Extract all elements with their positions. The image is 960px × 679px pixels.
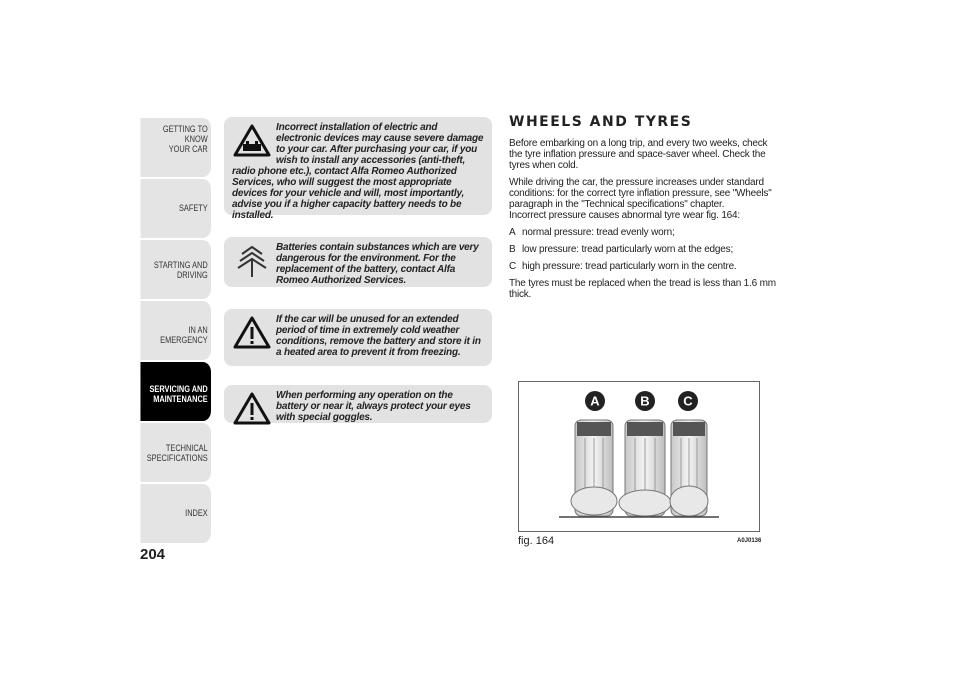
section-title: WHEELS AND TYRES xyxy=(509,114,693,130)
label-c-badge xyxy=(678,391,698,411)
list-text: low pressure: tread particularly worn at the edges; xyxy=(522,244,734,255)
svg-text:A: A xyxy=(590,393,600,409)
page-number: 204 xyxy=(140,546,166,563)
warning-text: If the car will be unused for an extended period of time in extremely cold weather conditions, remove the battery and store it in a heated area to prevent it from freezing. xyxy=(276,314,481,358)
tyre-illustration xyxy=(519,382,759,531)
svg-text:C: C xyxy=(683,393,693,409)
list-item xyxy=(509,261,777,272)
warning-triangle-icon xyxy=(232,392,272,426)
list-key: A xyxy=(509,227,516,238)
tab-servicing-and-maintenance[interactable]: SERVICING AND MAINTENANCE xyxy=(140,362,211,421)
label-b-badge xyxy=(635,391,655,411)
environment-tree-icon xyxy=(232,244,272,278)
chapter-tabs xyxy=(140,118,211,545)
tab-index[interactable]: INDEX xyxy=(140,484,211,543)
tab-starting-and-driving[interactable]: STARTING AND DRIVING xyxy=(140,240,211,299)
warning-box-cold-weather xyxy=(224,309,492,366)
warning-box-goggles xyxy=(224,385,492,423)
list-item xyxy=(509,227,777,238)
list-key: C xyxy=(509,261,517,272)
figure-code: A0J0136 xyxy=(737,538,762,544)
tyre-wear-figure xyxy=(518,381,760,532)
warning-triangle-icon xyxy=(232,316,272,350)
figure-caption: fig. 164 xyxy=(518,535,555,547)
paragraph: Incorrect pressure causes abnormal tyre wear fig. 164: xyxy=(509,210,740,221)
warning-text: Incorrect installation of electric and electronic devices may cause severe damage to your car. After purchasing your car, if you wish to install any accessories (anti-theft, radio phone etc.), contact Alfa Romeo Authorized Services, who will suggest the most appropriate devices for your vehicle and will, most importantly, advise you if a higher capacity battery needs to be installed. xyxy=(232,122,484,221)
tab-technical-specifications[interactable]: TECHNICAL SPECIFICATIONS xyxy=(140,423,211,482)
tyre-a-drawing xyxy=(571,420,617,516)
list-key: B xyxy=(509,244,516,255)
svg-text:B: B xyxy=(640,393,650,409)
warning-box-installation xyxy=(224,117,492,221)
section-body xyxy=(509,138,777,306)
label-a-badge xyxy=(585,391,605,411)
tyre-c-drawing xyxy=(670,420,708,516)
warning-box-environment xyxy=(224,237,492,287)
tab-getting-to-know[interactable]: GETTING TO KNOW YOUR CAR xyxy=(140,118,211,177)
list-text: high pressure: tread particularly worn in the centre. xyxy=(522,261,737,272)
paragraph: While driving the car, the pressure increases under standard conditions: for the correct tyre inflation pressure, see "Wheels" paragraph in the "Technical specifications" chapter. xyxy=(509,177,772,210)
tyre-b-drawing xyxy=(619,420,671,516)
car-battery-warning-icon xyxy=(232,124,272,158)
warning-text: When performing any operation on the battery or near it, always protect your eyes with special goggles. xyxy=(276,390,471,423)
paragraph: Before embarking on a long trip, and every two weeks, check the tyre inflation pressure and space-saver wheel. Check the tyres when cold. xyxy=(509,138,768,171)
tab-in-an-emergency[interactable]: IN AN EMERGENCY xyxy=(140,301,211,360)
warning-text: Batteries contain substances which are very dangerous for the environment. For the replacement of the battery, contact Alfa Romeo Authorized Services. xyxy=(276,242,479,286)
list-text: normal pressure: tread evenly worn; xyxy=(522,227,675,238)
paragraph: The tyres must be replaced when the tread is less than 1.6 mm thick. xyxy=(509,278,776,300)
tab-safety[interactable]: SAFETY xyxy=(140,179,211,238)
list-item xyxy=(509,244,777,255)
